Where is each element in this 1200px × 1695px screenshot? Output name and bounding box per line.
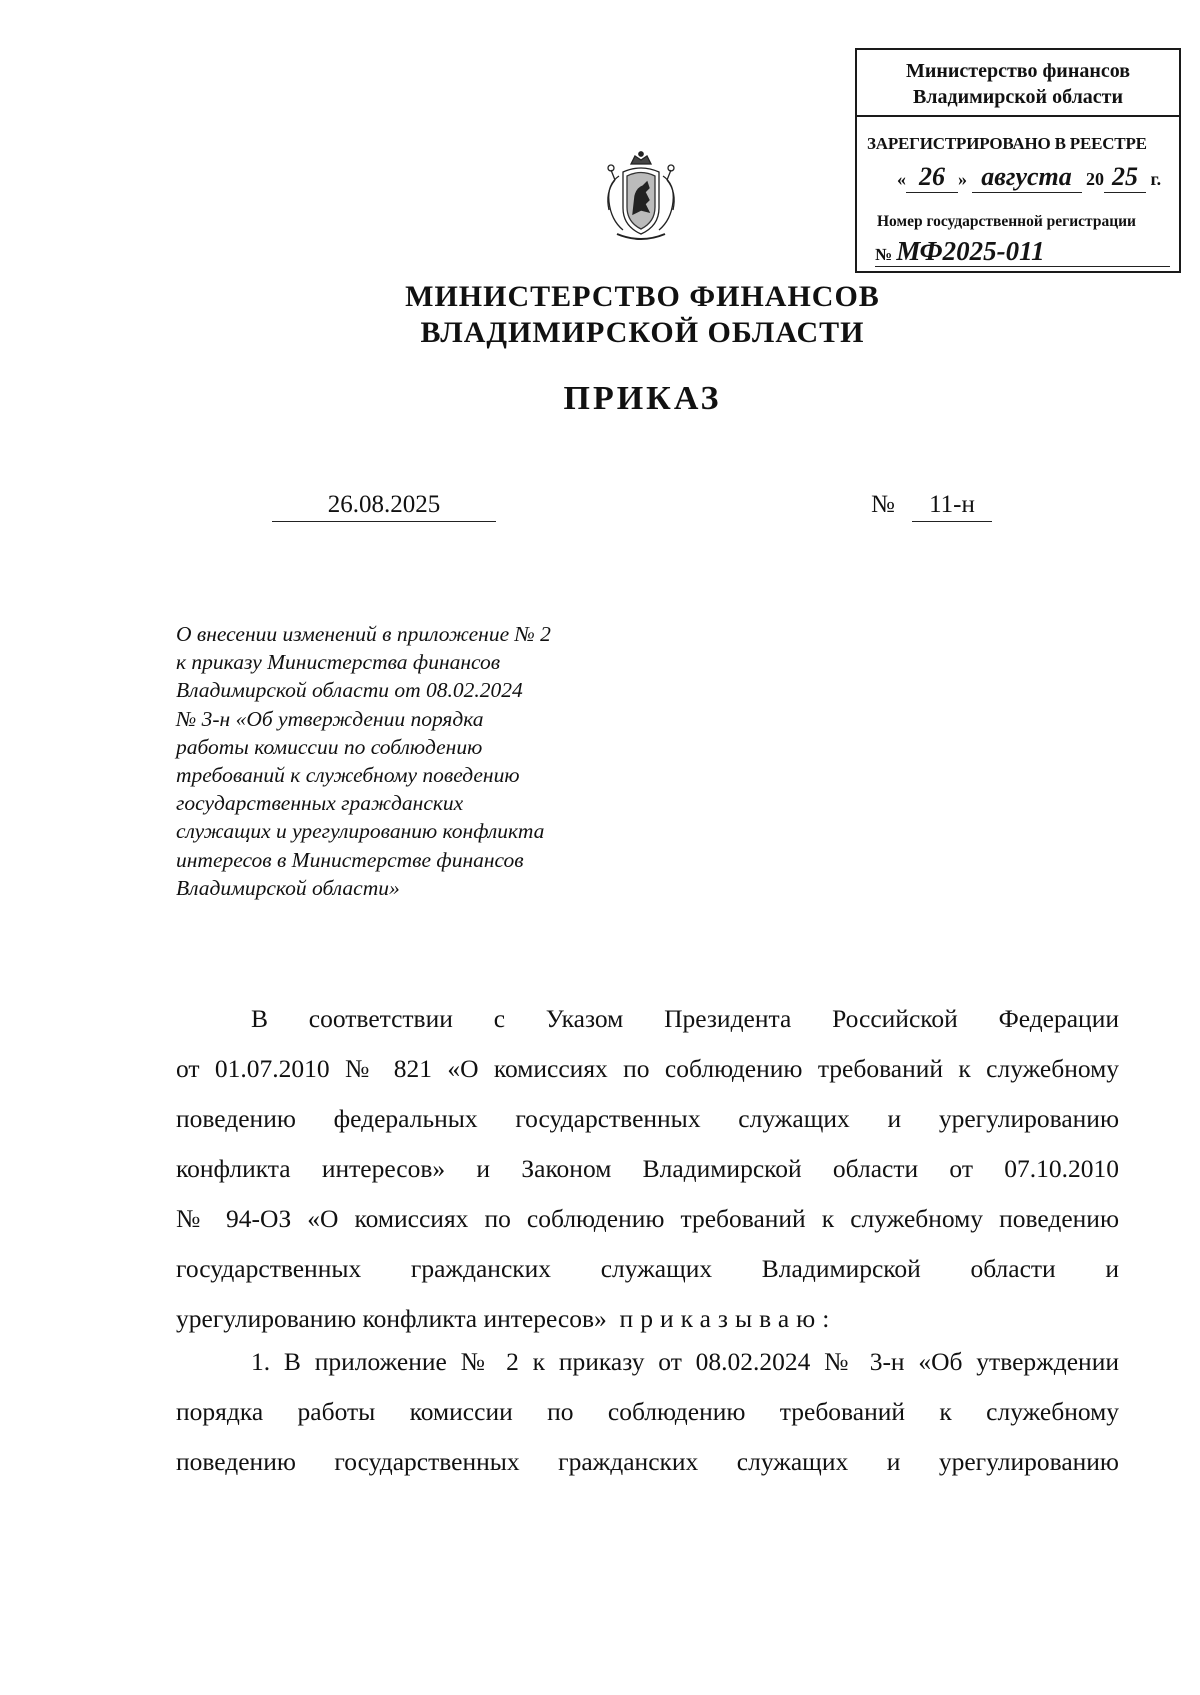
- preamble-paragraph: [176, 994, 1119, 1344]
- subject-line: № 3-н «Об утверждении порядка: [176, 706, 484, 731]
- stamp-month: августа: [972, 162, 1082, 193]
- subject-line: работы комиссии по соблюдению: [176, 734, 483, 759]
- item-line: порядка работы комиссии по соблюдению требований к служебному: [176, 1397, 1119, 1426]
- ministry-name-line1: МИНИСТЕРСТВО ФИНАНСОВ: [405, 280, 880, 313]
- order-number: 11-н: [912, 491, 992, 522]
- registration-stamp: [855, 48, 1181, 273]
- subject-line: требований к служебному поведению: [176, 763, 520, 788]
- stamp-reg-number-line: [875, 236, 1170, 267]
- document-type: ПРИКАЗ: [563, 380, 722, 417]
- stamp-org-line2: Владимирской области: [912, 86, 1124, 108]
- order-subject: [176, 620, 609, 902]
- stamp-number-sign: №: [875, 245, 893, 264]
- coat-of-arms-icon: [597, 150, 685, 246]
- subject-line: к приказу Министерства финансов: [176, 650, 501, 675]
- ministry-name: [0, 279, 1200, 351]
- stamp-year-suffix: 25: [1104, 162, 1146, 193]
- stamp-registered-label: ЗАРЕГИСТРИРОВАНО В РЕЕСТРЕ: [867, 134, 1147, 153]
- ministry-name-line2: ВЛАДИМИРСКОЙ ОБЛАСТИ: [420, 316, 865, 349]
- stamp-org: [857, 50, 1179, 117]
- stamp-date: « 26 » августа 20 25 г.: [897, 162, 1162, 191]
- preamble-line: государственных гражданских служащих Владимирской области и: [176, 1254, 1119, 1283]
- stamp-year-prefix: 20: [1086, 169, 1104, 189]
- item-line: поведению государственных гражданских служащих и урегулированию: [176, 1447, 1119, 1476]
- preamble-line: конфликта интересов» и Законом Владимирской области от 07.10.2010: [176, 1154, 1119, 1183]
- preamble-line: В соответствии с Указом Президента Российской Федерации: [251, 1004, 1119, 1033]
- order-date: 26.08.2025: [272, 491, 496, 522]
- subject-line: государственных гражданских: [176, 791, 464, 816]
- order-word: приказываю:: [619, 1304, 837, 1333]
- order-number-label: №: [871, 491, 895, 518]
- preamble-line: урегулированию конфликта интересов»: [176, 1304, 607, 1333]
- stamp-reg-number-label: Номер государственной регистрации: [877, 213, 1136, 230]
- stamp-org-line1: Министерство финансов: [905, 60, 1131, 82]
- subject-line: О внесении изменений в приложение № 2: [176, 622, 551, 646]
- subject-line: служащих и урегулированию конфликта: [176, 819, 545, 844]
- item-1-paragraph: [176, 1337, 1119, 1487]
- stamp-year-unit: г.: [1150, 169, 1162, 189]
- subject-line: Владимирской области от 08.02.2024: [176, 678, 523, 703]
- stamp-reg-number: МФ2025-011: [896, 236, 1045, 266]
- item-line: 1. В приложение № 2 к приказу от 08.02.2024 № 3-н «Об утверждении: [251, 1347, 1119, 1376]
- preamble-line: поведению федеральных государственных служащих и урегулированию: [176, 1104, 1119, 1133]
- stamp-day: 26: [906, 162, 958, 193]
- preamble-line: от 01.07.2010 № 821 «О комиссиях по соблюдению требований к служебному: [176, 1054, 1119, 1083]
- preamble-line: № 94-ОЗ «О комиссиях по соблюдению требований к служебному поведению: [176, 1204, 1119, 1233]
- subject-line: Владимирской области»: [176, 875, 400, 900]
- subject-line: интересов в Министерстве финансов: [176, 847, 524, 872]
